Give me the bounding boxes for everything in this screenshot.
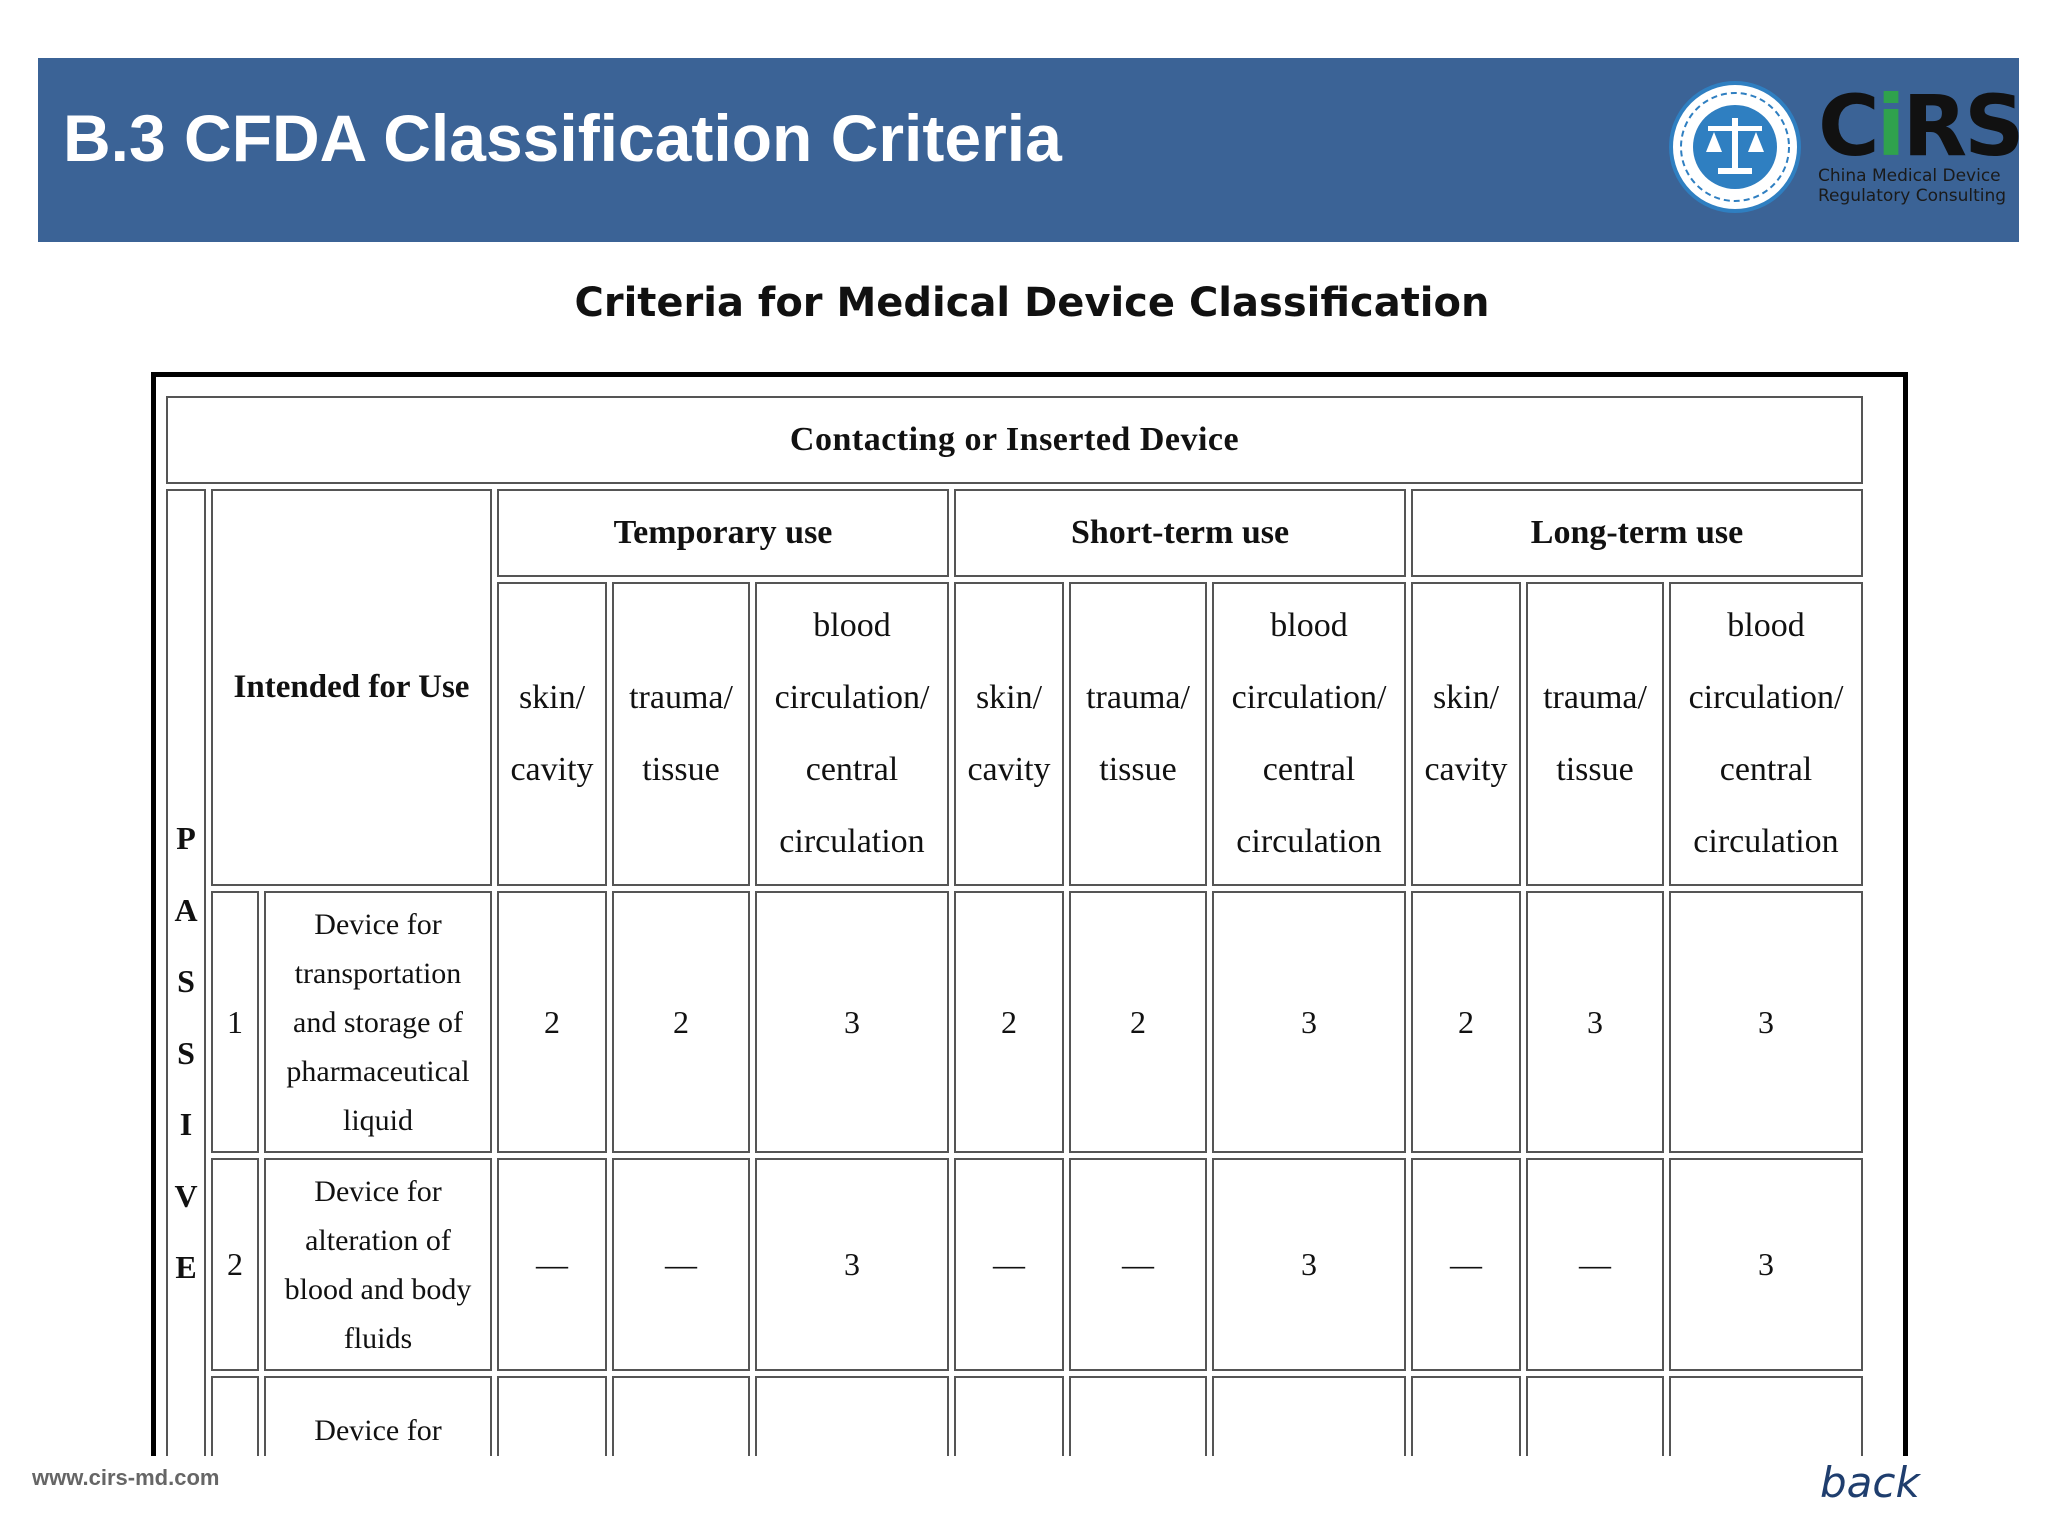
table-row — [166, 1376, 1863, 1456]
class-value: 3 — [1669, 1158, 1863, 1371]
row-number: 2 — [211, 1158, 259, 1371]
subheader-blood-circulation: blood circulation/ central circulation — [1212, 582, 1406, 886]
class-value: 2 — [612, 891, 750, 1153]
classification-table — [161, 391, 1868, 1456]
slide-subtitle: Criteria for Medical Device Classification — [574, 280, 1490, 326]
class-value: — — [612, 1158, 750, 1371]
class-value: 3 — [1212, 1158, 1406, 1371]
scales-of-justice-seal-icon — [1668, 80, 1802, 214]
class-value: 3 — [1526, 891, 1664, 1153]
subheader-trauma-tissue: trauma/ tissue — [612, 582, 750, 886]
logo-subtitle — [1818, 166, 2018, 206]
class-value: 3 — [755, 891, 949, 1153]
row-number: 1 — [211, 891, 259, 1153]
class-value: — — [1069, 1158, 1207, 1371]
class-value: 2 — [954, 891, 1064, 1153]
passive-letter: S — [177, 963, 195, 1000]
class-value: — — [954, 1158, 1064, 1371]
temporary-use-header: Temporary use — [497, 489, 949, 577]
class-value — [954, 1376, 1064, 1456]
logo-subtitle-line: Regulatory Consulting — [1818, 186, 2007, 206]
subheader-trauma-tissue: trauma/ tissue — [1069, 582, 1207, 886]
class-value: 3 — [1212, 891, 1406, 1153]
back-link[interactable]: back — [1820, 1458, 1920, 1507]
class-value: — — [1526, 1158, 1664, 1371]
class-value — [1069, 1376, 1207, 1456]
class-value: 2 — [1069, 891, 1207, 1153]
logo-subtitle-line: China Medical Device — [1818, 166, 2001, 186]
passive-letter: S — [177, 1034, 195, 1071]
footer-url: www.cirs-md.com — [32, 1465, 220, 1490]
passive-letter: I — [179, 1106, 193, 1143]
class-value — [1212, 1376, 1406, 1456]
page-title: B.3 CFDA Classification Criteria — [63, 101, 1062, 175]
table-row — [166, 891, 1863, 1153]
subheader-blood-circulation: blood circulation/ central circulation — [1669, 582, 1863, 886]
class-value: 3 — [755, 1158, 949, 1371]
passive-letter: V — [174, 1177, 198, 1214]
subheader-skin-cavity: skin/ cavity — [1411, 582, 1521, 886]
class-value — [497, 1376, 607, 1456]
passive-label — [166, 489, 206, 1456]
logo-letter-i: i — [1876, 77, 1903, 175]
passive-letter: A — [174, 891, 198, 928]
subheader-skin-cavity: skin/ cavity — [954, 582, 1064, 886]
class-value: 2 — [1411, 891, 1521, 1153]
class-value: 3 — [1669, 891, 1863, 1153]
row-number — [211, 1376, 259, 1456]
table-header-main: Contacting or Inserted Device — [166, 396, 1863, 484]
short-term-use-header: Short-term use — [954, 489, 1406, 577]
class-value — [612, 1376, 750, 1456]
class-value — [755, 1376, 949, 1456]
passive-letter: E — [175, 1249, 197, 1286]
row-description: Device for alteration of blood and body fluids — [264, 1158, 492, 1371]
class-value — [1526, 1376, 1664, 1456]
long-term-use-header: Long-term use — [1411, 489, 1863, 577]
row-description: Device for transportation and storage of pharmaceutical liquid — [264, 891, 492, 1153]
logo-letter-c: C — [1818, 77, 1877, 175]
class-value: — — [1411, 1158, 1521, 1371]
cirs-logo-wordmark — [1818, 77, 2022, 175]
logo-letters-rs: RS — [1902, 77, 2022, 175]
class-value: 2 — [497, 891, 607, 1153]
class-value — [1669, 1376, 1863, 1456]
table-row — [166, 1158, 1863, 1371]
subheader-trauma-tissue: trauma/ tissue — [1526, 582, 1664, 886]
subheader-blood-circulation: blood circulation/ central circulation — [755, 582, 949, 886]
class-value — [1411, 1376, 1521, 1456]
subheader-skin-cavity: skin/ cavity — [497, 582, 607, 886]
passive-letter: P — [176, 820, 196, 857]
intended-for-use-header: Intended for Use — [211, 489, 492, 886]
classification-table-frame — [151, 372, 1908, 1456]
class-value: — — [497, 1158, 607, 1371]
row-description: Device for — [264, 1376, 492, 1456]
